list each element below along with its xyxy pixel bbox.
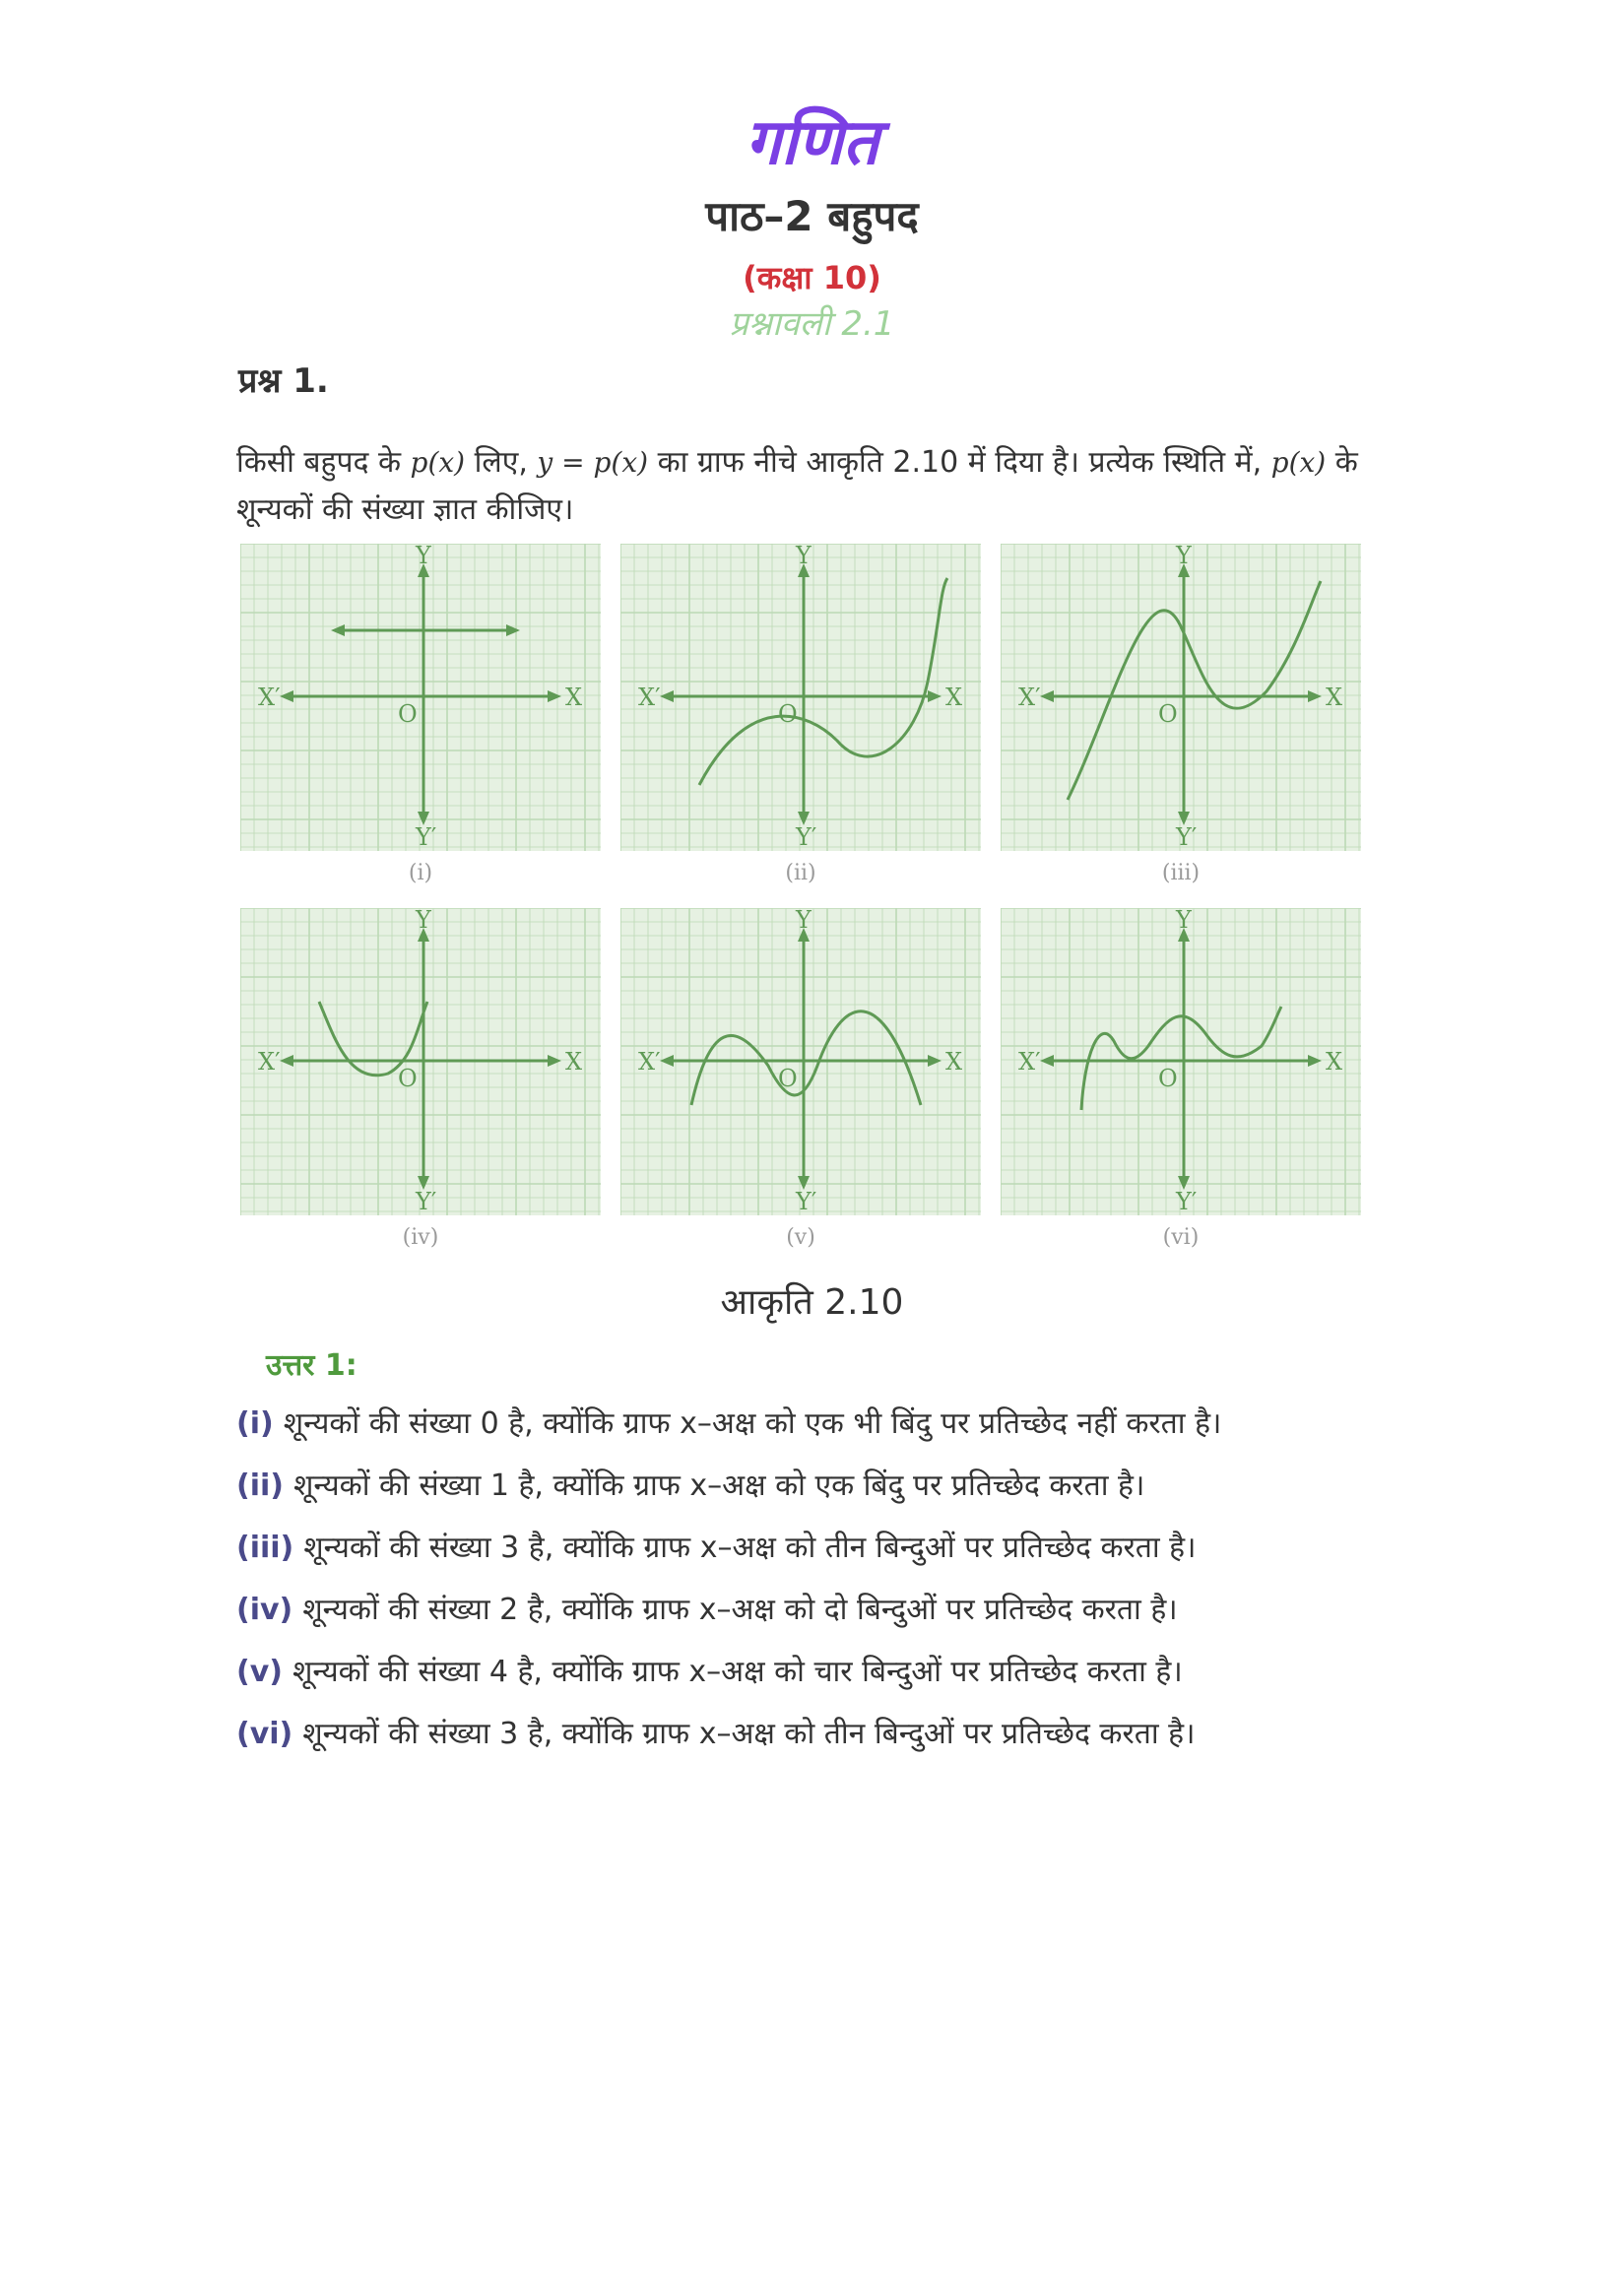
answer-text: शून्यकों की संख्या 1 है, क्योंकि ग्राफ x–अक्ष को एक बिंदु पर प्रतिच्छेद करता है। xyxy=(293,1468,1145,1503)
answer-title: उत्तर 1: xyxy=(266,1348,357,1383)
figure-caption: आकृति 2.10 xyxy=(720,1282,904,1323)
graph-svg xyxy=(1001,908,1361,1215)
graph-panel-iii xyxy=(1001,544,1361,885)
axis-label-x: X xyxy=(1326,1048,1343,1076)
graph-svg xyxy=(1001,544,1361,851)
graph-svg xyxy=(240,544,601,851)
polynomial-symbol: p(x) xyxy=(410,446,466,479)
graph-panel-vi xyxy=(1001,908,1361,1250)
panel-label: (ii) xyxy=(785,861,816,885)
answer-number: (iv) xyxy=(236,1593,293,1627)
origin-label: O xyxy=(778,1065,798,1092)
axis-label-y-neg: Y′ xyxy=(796,1188,817,1215)
graph-svg xyxy=(620,544,981,851)
axis-label-x: X xyxy=(1326,684,1343,711)
graph-panel-ii xyxy=(620,544,981,885)
graph-svg xyxy=(620,908,981,1215)
axis-label-x-neg: X′ xyxy=(258,684,281,711)
axis-label-x: X xyxy=(945,1048,963,1076)
origin-label: O xyxy=(398,700,418,728)
panel-label: (vi) xyxy=(1162,1225,1200,1250)
question-text-part: का ग्राफ नीचे आकृति 2.10 में दिया है। प्रत्येक स्थिति में, xyxy=(648,445,1271,480)
origin-label: O xyxy=(1158,1065,1178,1092)
answer-number: (ii) xyxy=(236,1468,284,1503)
question-text-part: के शून्यकों की संख्या ज्ञात कीजिए। xyxy=(236,445,1358,527)
answer-number: (v) xyxy=(236,1655,283,1689)
axis-label-y: Y xyxy=(1176,544,1192,569)
answer-item xyxy=(236,1393,1477,1455)
answer-text: शून्यकों की संख्या 2 है, क्योंकि ग्राफ x–अक्ष को दो बिन्दुओं पर प्रतिच्छेद करता है। xyxy=(302,1593,1178,1627)
axis-label-x: X xyxy=(565,684,583,711)
axis-label-y: Y xyxy=(796,544,812,569)
graph-svg xyxy=(240,908,601,1215)
panel-label: (iv) xyxy=(402,1225,439,1250)
class-label: (कक्षा 10) xyxy=(743,259,881,296)
axis-label-y: Y xyxy=(416,908,431,934)
question-text xyxy=(236,439,1418,534)
graph-panel-iv xyxy=(240,908,601,1250)
panel-label: (i) xyxy=(408,861,433,885)
answer-text: शून्यकों की संख्या 4 है, क्योंकि ग्राफ x–अक्ष को चार बिन्दुओं पर प्रतिच्छेद करता है। xyxy=(292,1655,1183,1689)
answer-number: (iii) xyxy=(236,1531,294,1565)
answer-number: (i) xyxy=(236,1406,274,1441)
answer-text: शून्यकों की संख्या 3 है, क्योंकि ग्राफ x–अक्ष को तीन बिन्दुओं पर प्रतिच्छेद करता है। xyxy=(302,1717,1196,1751)
axis-label-x-neg: X′ xyxy=(638,684,661,711)
answer-item xyxy=(236,1455,1477,1517)
axis-label-y-neg: Y′ xyxy=(796,823,817,851)
axis-label-x-neg: X′ xyxy=(258,1048,281,1076)
answer-text: शून्यकों की संख्या 3 है, क्योंकि ग्राफ x–अक्ष को तीन बिन्दुओं पर प्रतिच्छेद करता है। xyxy=(303,1531,1197,1565)
axis-label-y-neg: Y′ xyxy=(1176,1188,1198,1215)
graph-panel-i xyxy=(240,544,601,885)
panel-label: (iii) xyxy=(1161,861,1201,885)
origin-label: O xyxy=(398,1065,418,1092)
question-text-part: किसी बहुपद के xyxy=(236,445,411,480)
axis-label-y-neg: Y′ xyxy=(416,1188,437,1215)
question-text-part: लिए, xyxy=(465,445,538,480)
answer-item xyxy=(236,1641,1477,1703)
axis-label-x: X xyxy=(565,1048,583,1076)
axis-label-y: Y xyxy=(1176,908,1192,934)
axis-label-y-neg: Y′ xyxy=(1176,823,1198,851)
answer-item xyxy=(236,1517,1477,1579)
answer-item xyxy=(236,1703,1477,1765)
equation: y = p(x) xyxy=(537,446,649,479)
axis-label-y-neg: Y′ xyxy=(416,823,437,851)
axis-label-x: X xyxy=(945,684,963,711)
origin-label: O xyxy=(1158,700,1178,728)
axis-label-y: Y xyxy=(416,544,431,569)
answer-list xyxy=(236,1393,1477,1765)
origin-label: O xyxy=(778,700,798,728)
panel-label: (v) xyxy=(786,1225,815,1250)
axis-label-x-neg: X′ xyxy=(1018,1048,1041,1076)
axis-label-y: Y xyxy=(796,908,812,934)
axis-label-x-neg: X′ xyxy=(638,1048,661,1076)
chapter-title: पाठ–2 बहुपद xyxy=(705,192,919,240)
answer-number: (vi) xyxy=(236,1717,293,1751)
graph-panel-v xyxy=(620,908,981,1250)
question-label: प्रश्न 1. xyxy=(238,361,329,401)
polynomial-symbol: p(x) xyxy=(1270,446,1327,479)
exercise-label: प्रश्नावली 2.1 xyxy=(729,304,895,344)
answer-item xyxy=(236,1579,1477,1641)
answer-text: शून्यकों की संख्या 0 है, क्योंकि ग्राफ x–अक्ष को एक भी बिंदु पर प्रतिच्छेद नहीं करता है। xyxy=(283,1406,1222,1441)
graph-figure xyxy=(240,544,1363,1263)
axis-label-x-neg: X′ xyxy=(1018,684,1041,711)
subject-title: गणित xyxy=(745,106,879,179)
